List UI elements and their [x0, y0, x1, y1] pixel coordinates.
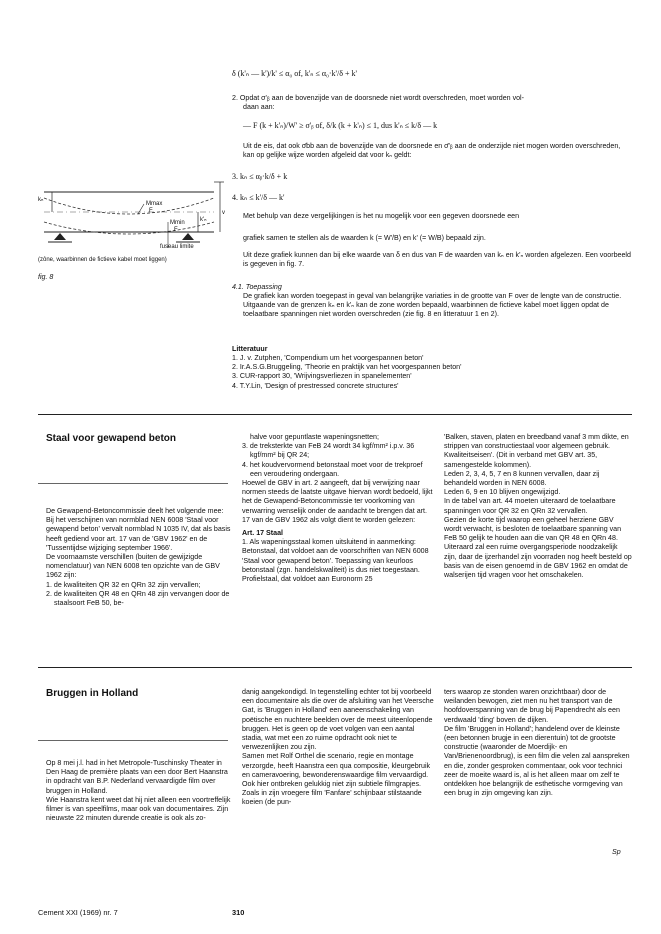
article-1-col-3 — [444, 433, 632, 580]
paragraph: Betonstaal, dat voldoet aan de voorschriften van NEN 6008 'Staal voor gewapend beton'. Toepassing van keurloos betonstaal (zgn. handelskwaliteit) is dus niet toegestaan. — [242, 547, 429, 574]
list-item: 4. het koudvervormend betonstaal moet voor de trekproef een veroudering ondergaan. — [242, 460, 423, 478]
label-mmin: Mmin — [170, 220, 185, 226]
paragraph: Leden 6, 9 en 10 blijven ongewijzigd. — [444, 488, 561, 497]
formula-1: δ (k'ₙ — k')/k' ≤ α₀ of, k'ₙ ≤ α₀·k'/δ + k' — [232, 69, 357, 78]
article-1-col-2 — [242, 433, 436, 584]
list-item: 2. de kwaliteiten QR 48 en QRn 48 zijn vervangen door de staalsoort FeB 50, be- — [46, 589, 230, 608]
literature-heading: Litteratuur — [232, 345, 268, 353]
graph-text-2: grafiek samen te stellen als de waarden k (= W'/B) en k' (= W/B) bepaald zijn. — [243, 234, 486, 242]
paragraph: 1. Als wapeningsstaal komen uitsluitend in aanmerking: — [242, 538, 416, 547]
article-heading: Art. 17 Staal — [242, 529, 284, 538]
literature-item: 4. T.Y.Lin, 'Design of prestressed concrete structures' — [232, 381, 399, 390]
list-item: 1. de kwaliteiten QR 32 en QRn 32 zijn vervallen; — [46, 580, 201, 589]
list-item: 3. de treksterkte van FeB 24 wordt 34 kgf/mm² i.p.v. 36 kgf/mm² bij QR 24; — [242, 442, 415, 460]
signature: Sp — [612, 848, 621, 856]
item-2-intro: 2. Opdat σ'ᵦ aan de bovenzijde van de doorsnede niet wordt overschreden, moet worden vol- — [232, 94, 524, 102]
label-f-bottom: F — [174, 227, 178, 233]
paragraph: 'Balken, staven, platen en breedband vanaf 3 mm dikte, en strippen van constructiestaal voor algemeen gebruik. Kwaliteitseisen'. (Dit in verband met GBV art. 35, samengestelde kolommen). — [444, 433, 629, 469]
paragraph: Hoewel de GBV in art. 2 aangeeft, dat bij verwijzing naar normen steeds de laatste uitgave hiervan wordt bedoeld, lijkt het de Gewapend-Betoncommissie ter voorkoming van verwarring wenselijk onder de aandacht te brengen dat art. 17 van de GBV 1962 als volgt dient te worden gelezen: — [242, 479, 433, 524]
divider-article-2 — [38, 667, 632, 668]
label-kn: kₙ — [38, 197, 44, 203]
formula-2: — F (k + k'ₙ)/W' ≥ σ'ᵦ of, δ/k (k + k'ₙ) ≤ 1, dus k'ₙ ≤ k/δ — k — [243, 121, 438, 130]
literature-item: 3. CUR-rapport 30, 'Wrijvingsverliezen in spanelementen' — [232, 372, 412, 381]
formula-4: 4. kₙ ≤ k'/δ — k' — [232, 193, 285, 202]
divider-article-1 — [38, 414, 632, 415]
label-mmax: Mmax — [146, 201, 163, 207]
formula-3: 3. kₙ ≤ αᵦ·k/δ + k — [232, 172, 288, 181]
page-number: 310 — [232, 908, 245, 917]
section-4-1-text: De grafiek kan worden toegepast in geval van belangrijke variaties in de grootte van F over de lengte van de constructie. Uitgaande van de grenzen kₙ en k'ₙ kan de zone worden bepaald, waarbinnen de fictieve kabel moet liggen opdat de toelaatbare spanningen niet worden overschreden (zie fig. 8 en litteratuur 1 en 2). — [243, 292, 622, 319]
article-2-col-3: ters waarop ze stonden waren onzichtbaar) door de weilanden bewogen, ziet men nu het transport van de hoofdoverspanning van de brug bij Papendrecht als een verdwaald 'ding' boven de dijken. De film 'Bruggen in Holland'; handelend over de kleinste (een betonnen brugje in een dierentuin) tot de grootste constructie (waaronder de Moerdijk- en Van/Brienenoordbrug), is een film die velen zal aanspreken en die, zonder gesproken commentaar, ook voor technici zeer de moeite waard is, al is het alleen maar om zelf te ontdekken hoe belangrijk de esthetische vormgeving van een brug in zijn omgeving kan zijn. — [444, 688, 630, 798]
item-2-text: Uit de eis, dat ook σ̄bb aan de bovenzijde van de doorsnede en σ̄'ᵦ aan de onderzijde niet mogen worden overschreden, kan op gelijke wijze worden afgeleid dat voor kₙ geldt: — [243, 142, 621, 160]
paragraph: In de tabel van art. 44 moeten uiteraard de toelaatbare spanningen voor QR 32 en QRn 32 vervallen. — [444, 497, 616, 515]
label-f-top: F — [149, 208, 153, 214]
journal-footer: Cement XXI (1969) nr. 7 — [38, 908, 118, 917]
label-v: v — [222, 210, 225, 216]
item-2-intro-b: daan aan: — [243, 103, 275, 111]
paragraph: Leden 2, 3, 4, 5, 7 en 8 kunnen vervallen, daar zij behandeld worden in NEN 6008. — [444, 469, 600, 488]
label-fuseau: fuseau limite — [160, 244, 194, 250]
label-kn-prime: k'ₙ — [200, 217, 207, 223]
paragraph: Profielstaal, dat voldoet aan Euronorm 25 — [242, 575, 373, 584]
article-1-title: Staal voor gewapend beton — [46, 433, 177, 444]
article-2-col-2: danig aangekondigd. In tegenstelling echter tot bij voorbeeld een documentaire als die over de afsluiting van het Veersche Gat, is 'Bruggen in Holland' een aaneenschakeling van poëtische en nuchtere beelden over de meest uiteenlopende bruggen. Het is geen op de voet volgen van een aantal stadia, wat met een zo ruime opdracht ook niet te verwezenlijken zou zijn. Samen met Rolf Orthel die scenario, regie en montage verzorgde, heeft Haanstra een qua compositie, kleurgebruik en cameravoering, bewonderenswaardige film vervaardigd. Ook hier ontbreken gelukkig niet zijn subtiele filmgrapjes. Zoals in zijn vroegere film 'Fanfare' schijnbaar stilstaande koeien (de pun- — [242, 688, 434, 807]
article-2-title: Bruggen in Holland — [46, 688, 139, 699]
graph-text-1: Met behulp van deze vergelijkingen is het nu mogelijk voor een gegeven doorsnede een — [243, 212, 520, 220]
paragraph: halve voor gepuntlaste wapeningsnetten; — [250, 433, 379, 441]
paragraph: Bij het verschijnen van normblad NEN 6008 'Staal voor gewapend beton' vervalt normblad N 1035 IV, dat als basis heeft gediend voor art. 17 van de 'GBV 1962' en de 'Tussentijdse wijziging september 1966'. — [46, 516, 231, 552]
graph-text-3: Uit deze grafiek kunnen dan bij elke waarde van δ en dus van F de waarden van kₙ en k'ₙ worden afgelezen. Een voorbeeld is gegeven in fig. 7. — [243, 251, 631, 269]
literature-item: 2. Ir.A.S.G.Bruggeling, 'Theorie en praktijk van het voorgespannen beton' — [232, 363, 462, 372]
article-2-rule — [38, 740, 228, 741]
section-4-1-heading: 4.1. Toepassing — [232, 283, 282, 291]
article-1-col-1 — [46, 507, 232, 608]
literature-item: 1. J. v. Zutphen, 'Compendium um het voorgespannen beton' — [232, 354, 424, 362]
figure-note: (zône, waarbinnen de fictieve kabel moet liggen) — [38, 257, 167, 263]
literature-list — [232, 354, 632, 391]
article-2-col-1: Op 8 mei j.l. had in het Metropole-Tuschinsky Theater in Den Haag de première plaats van een door Bert Haanstra in opdracht van B.P. Nederland vervaardigde film over bruggen in Holland. Wie Haanstra kent weet dat hij niet alleen een voortreffelijk filmer is van speelfilms, maar ook van documentaires. Zijn nieuwste 22 minuten durende creatie is ook als zo- — [46, 759, 231, 823]
article-1-rule — [38, 483, 228, 484]
paragraph: Uiteraard zal een ruime overgangsperiode noodzakelijk zijn, daar de ijzerhandel zijn voorraden nog heeft besteld op basis van de eisen genoemd in de GBV 1962 en omdat de walserijen tijd vragen voor het omschakelen. — [444, 543, 632, 580]
paragraph: Gezien de korte tijd waarop een geheel herziene GBV wordt verwacht, is besloten de toelaatbare spanning van FeB 50 gelijk te houden aan die van QR 48 en QRn 48. — [444, 515, 622, 543]
paragraph: De voornaamste verschillen (buiten de gewijzigde nomenclatuur) van NEN 6008 ten opzichte van de GBV 1962 zijn: — [46, 553, 220, 580]
paragraph: De Gewapend-Betoncommissie deelt het volgende mee: — [46, 507, 224, 515]
figure-caption: fig. 8 — [38, 273, 54, 281]
figure-8 — [38, 178, 228, 273]
